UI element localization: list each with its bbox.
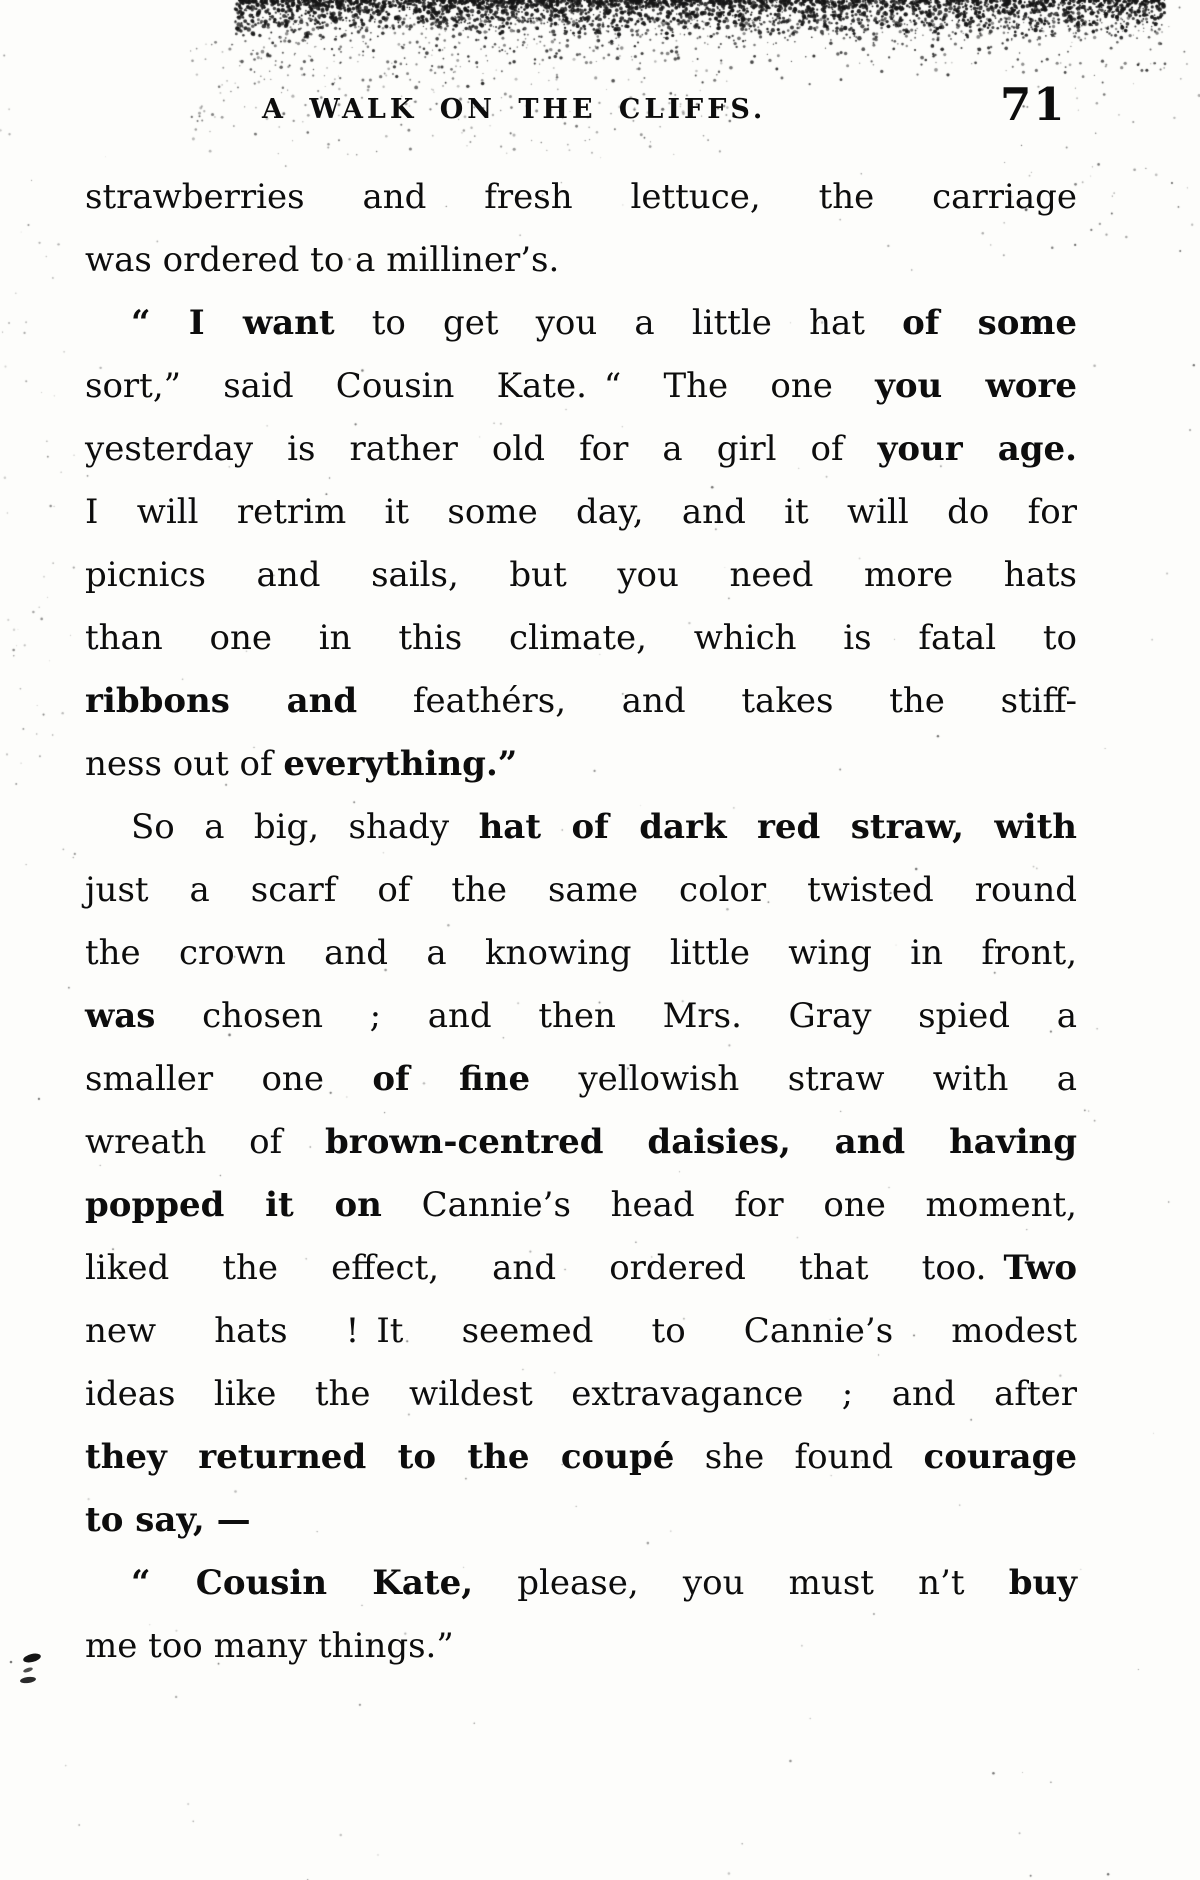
text-segment: to get you a little hat (334, 303, 903, 343)
text-segment: picnics and sails, but you need more hats (85, 555, 1077, 595)
text-segment: of fine (372, 1059, 531, 1099)
text-line (85, 1174, 1077, 1237)
text-line (85, 859, 1077, 922)
text-segment: brown-centred daisies, and having (325, 1122, 1077, 1162)
text-segment: yellowish straw with a (530, 1059, 1077, 1099)
text-segment: ribbons and (85, 681, 358, 721)
text-line (85, 229, 1077, 292)
text-segment: ness out of (85, 744, 284, 784)
text-line (85, 544, 1077, 607)
text-segment: to say, — (85, 1500, 251, 1540)
text-segment: liked the effect, and ordered that too. (85, 1248, 1004, 1288)
text-line (85, 670, 1077, 733)
text-segment: hat of dark red straw, with (478, 807, 1077, 847)
text-segment: your age. (877, 429, 1077, 469)
text-segment: popped it on (85, 1185, 382, 1225)
text-line (85, 1111, 1077, 1174)
text-segment: courage (923, 1437, 1077, 1477)
text-segment: me too many things.” (85, 1626, 454, 1666)
page-number: 71 (1000, 78, 1067, 131)
text-line (85, 607, 1077, 670)
text-segment: new hats ! It seemed to Cannie’s modest (85, 1311, 1077, 1351)
text-segment: I will retrim it some day, and it will do for (85, 492, 1077, 532)
text-segment: strawberries and fresh lettuce, the carriage (85, 177, 1077, 217)
text-line (85, 1615, 1077, 1678)
text-line (85, 796, 1077, 859)
text-segment: “ I want (131, 303, 335, 343)
text-segment: they returned to the coupé (85, 1437, 675, 1477)
text-line (85, 1363, 1077, 1426)
text-segment: wreath of (85, 1122, 326, 1162)
paragraph (85, 166, 1077, 292)
text-segment: buy (1008, 1563, 1077, 1603)
text-segment: smaller one (85, 1059, 373, 1099)
text-segment: Two (1003, 1248, 1077, 1288)
text-line (85, 1489, 1077, 1552)
ink-smudge-mark (2, 1648, 72, 1708)
text-line (85, 1552, 1077, 1615)
text-column (85, 166, 1077, 1678)
text-line (85, 1237, 1077, 1300)
text-segment: just a scarf of the same color twisted round (85, 870, 1077, 910)
text-segment: sort,” said Cousin Kate. “ The one (85, 366, 876, 406)
text-segment: ideas like the wildest extravagance ; and after (85, 1374, 1077, 1414)
text-segment: chosen ; and then Mrs. Gray spied a (155, 996, 1077, 1036)
paragraph (85, 292, 1077, 796)
text-line (85, 1300, 1077, 1363)
text-segment: was ordered to a milliner’s. (85, 240, 560, 280)
paragraph (85, 1552, 1077, 1678)
text-segment: yesterday is rather old for a girl of (85, 429, 878, 469)
running-head: A WALK ON THE CLIFFS. (262, 94, 767, 125)
text-line (85, 166, 1077, 229)
text-line (85, 1048, 1077, 1111)
text-segment: So a big, shady (131, 807, 479, 847)
text-line (85, 985, 1077, 1048)
text-line (85, 733, 1077, 796)
text-line (85, 292, 1077, 355)
text-line (85, 922, 1077, 985)
text-line (85, 418, 1077, 481)
text-segment: everything.” (283, 744, 518, 784)
text-segment: of some (902, 303, 1077, 343)
text-segment: the crown and a knowing little wing in front, (85, 933, 1077, 973)
text-segment: Cannie’s head for one moment, (381, 1185, 1077, 1225)
text-segment: than one in this climate, which is fatal to (85, 618, 1077, 658)
text-segment: feathérs, and takes the stiff- (357, 681, 1077, 721)
text-segment: you wore (875, 366, 1077, 406)
text-line (85, 355, 1077, 418)
text-segment: “ Cousin Kate, (131, 1563, 474, 1603)
text-segment: was (85, 996, 156, 1036)
text-line (85, 481, 1077, 544)
text-segment: please, you must n’t (473, 1563, 1009, 1603)
paragraph (85, 796, 1077, 1552)
text-line (85, 1426, 1077, 1489)
text-segment: she found (674, 1437, 924, 1477)
